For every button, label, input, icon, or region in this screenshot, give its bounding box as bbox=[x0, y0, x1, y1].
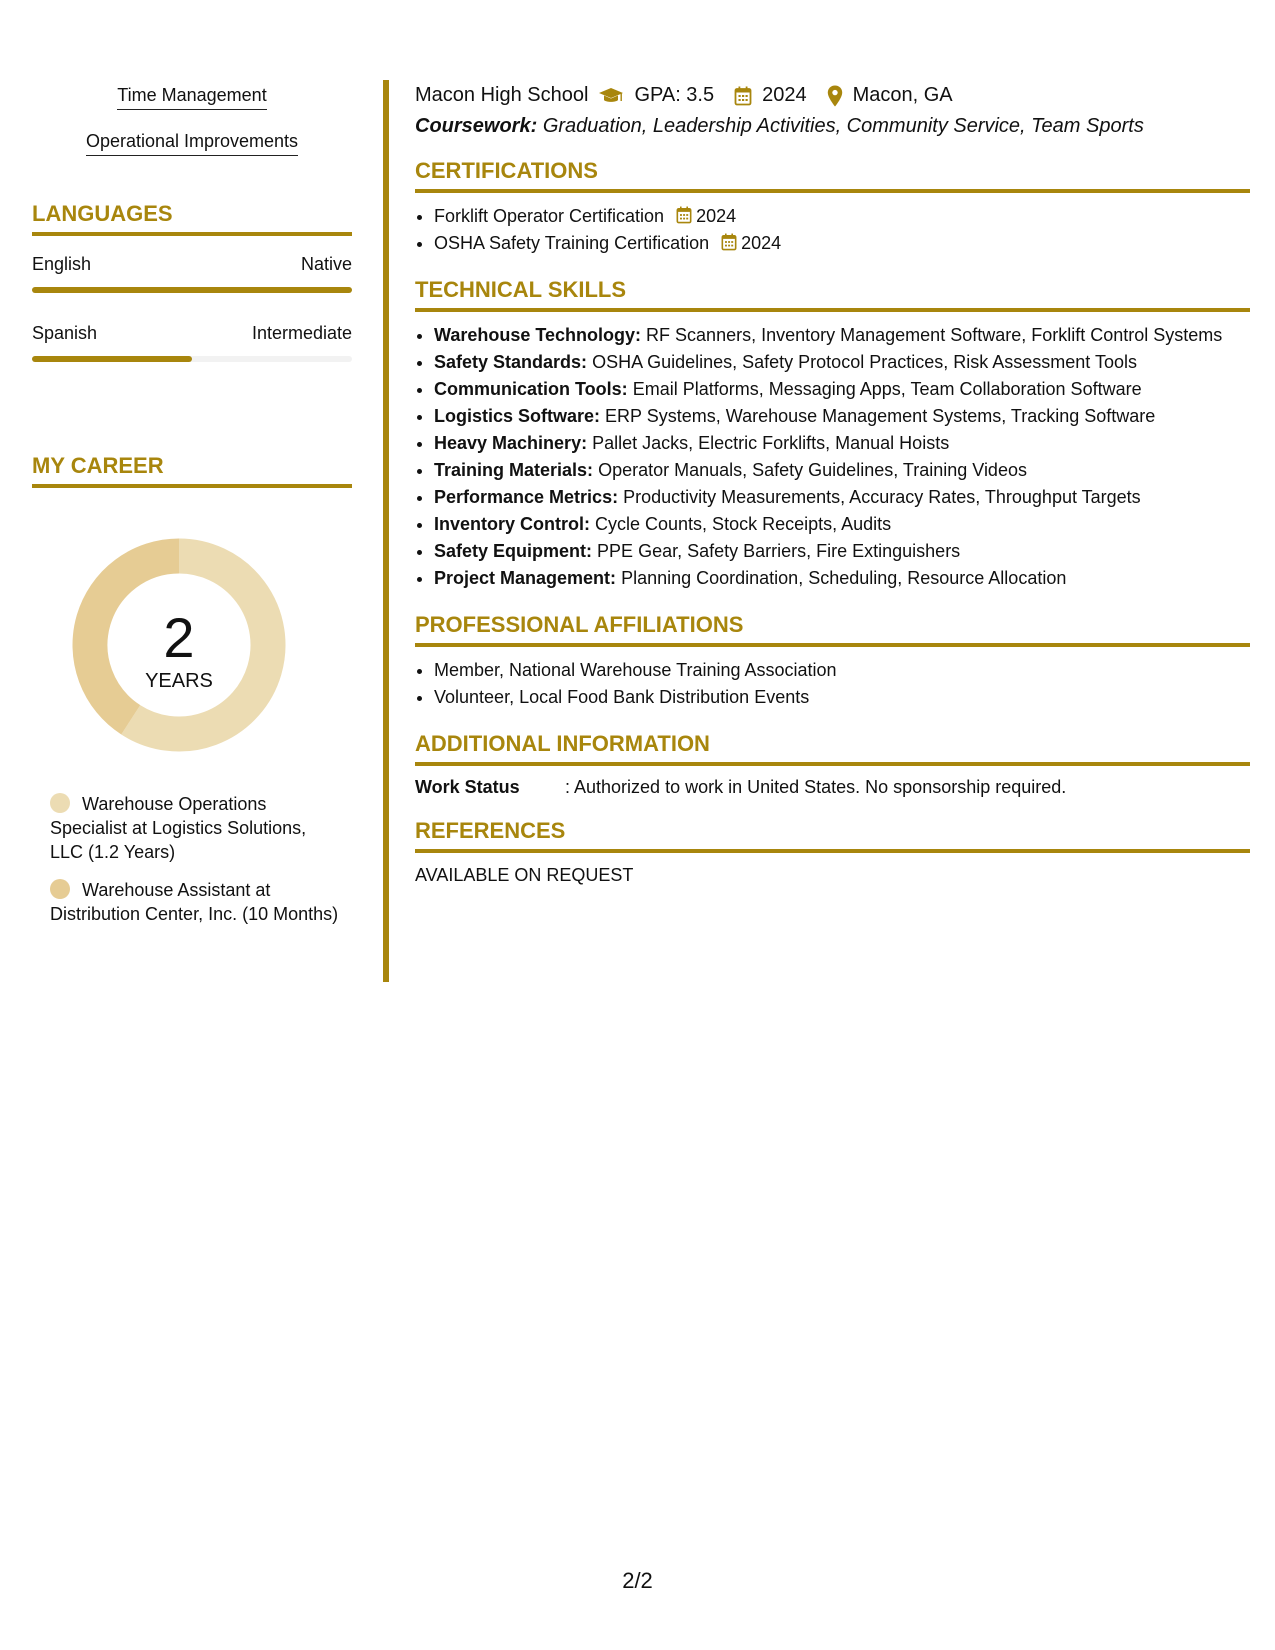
skill-text: Productivity Measurements, Accuracy Rates, Throughput Targets bbox=[623, 487, 1141, 507]
affiliations-section bbox=[415, 612, 1250, 711]
map-pin-icon bbox=[827, 85, 843, 107]
skill-item bbox=[434, 430, 1250, 457]
additional-info-section bbox=[415, 731, 1250, 798]
career-unit: YEARS bbox=[145, 670, 213, 692]
certification-year: 2024 bbox=[741, 233, 782, 253]
graduation-cap-icon bbox=[598, 87, 624, 105]
career-donut bbox=[66, 532, 292, 758]
school-name: Macon High School bbox=[415, 84, 589, 106]
skill-label: Inventory Control: bbox=[434, 514, 590, 534]
skill-text: Planning Coordination, Scheduling, Resource Allocation bbox=[621, 568, 1067, 588]
certification-item bbox=[434, 230, 1250, 257]
legend-dot bbox=[50, 793, 70, 813]
strength-item: Time Management bbox=[117, 85, 266, 110]
skill-label: Warehouse Technology: bbox=[434, 325, 642, 345]
technical-skills-section bbox=[415, 277, 1250, 592]
language-item bbox=[32, 323, 352, 362]
skill-label: Safety Equipment: bbox=[434, 541, 593, 561]
skill-text: ERP Systems, Warehouse Management Systems, Tracking Software bbox=[605, 406, 1156, 426]
left-column bbox=[32, 85, 352, 924]
skill-text: RF Scanners, Inventory Management Software, Forklift Control Systems bbox=[646, 325, 1223, 345]
legend-item bbox=[50, 792, 340, 864]
skill-label: Safety Standards: bbox=[434, 352, 588, 372]
skill-item bbox=[434, 484, 1250, 511]
affiliation-item: • Member, National Warehouse Training Association bbox=[434, 657, 1250, 684]
legend-dot bbox=[50, 879, 70, 899]
certification-name: OSHA Safety Training Certification bbox=[434, 233, 710, 253]
skill-item bbox=[434, 322, 1250, 349]
education-location: Macon, GA bbox=[852, 84, 953, 106]
technical-skills-title: TECHNICAL SKILLS bbox=[415, 277, 1250, 312]
skill-text: OSHA Guidelines, Safety Protocol Practices, Risk Assessment Tools bbox=[592, 352, 1137, 372]
work-status-label: Work Status bbox=[415, 777, 520, 797]
language-bar-fill bbox=[32, 356, 192, 362]
skill-label: Project Management: bbox=[434, 568, 617, 588]
right-column bbox=[415, 84, 1250, 886]
coursework bbox=[415, 115, 1250, 138]
skill-item bbox=[434, 538, 1250, 565]
education-entry bbox=[415, 84, 1250, 107]
skill-label: Logistics Software: bbox=[434, 406, 601, 426]
column-divider bbox=[383, 80, 389, 982]
career-legend bbox=[50, 792, 340, 926]
language-name: Spanish bbox=[32, 323, 98, 343]
education-year: 2024 bbox=[762, 84, 807, 106]
skill-item bbox=[434, 349, 1250, 376]
language-name: English bbox=[32, 254, 92, 274]
career-section bbox=[32, 453, 352, 940]
certification-name: Forklift Operator Certification bbox=[434, 206, 665, 226]
skill-item bbox=[434, 565, 1250, 592]
skill-item bbox=[434, 457, 1250, 484]
certification-item bbox=[434, 203, 1250, 230]
references-section bbox=[415, 818, 1250, 886]
skill-text: Pallet Jacks, Electric Forklifts, Manual Hoists bbox=[592, 433, 950, 453]
certifications-section bbox=[415, 158, 1250, 257]
skill-label: Communication Tools: bbox=[434, 379, 628, 399]
language-level: Native bbox=[300, 254, 352, 274]
references-title: REFERENCES bbox=[415, 818, 1250, 853]
career-total: 2 bbox=[163, 606, 195, 669]
legend-label: Warehouse Assistant at Distribution Center, Inc. (10 Months) bbox=[50, 880, 339, 924]
legend-item bbox=[50, 878, 340, 926]
language-bar-fill bbox=[32, 287, 352, 293]
skill-label: Performance Metrics: bbox=[434, 487, 619, 507]
language-bar bbox=[32, 356, 352, 362]
legend-label: Warehouse Operations Specialist at Logistics Solutions, LLC (1.2 Years) bbox=[50, 794, 307, 862]
career-title: MY CAREER bbox=[32, 453, 352, 488]
skill-label: Heavy Machinery: bbox=[434, 433, 588, 453]
skill-item bbox=[434, 376, 1250, 403]
gpa: GPA: 3.5 bbox=[634, 84, 715, 106]
skill-text: Cycle Counts, Stock Receipts, Audits bbox=[595, 514, 892, 534]
work-status-value: : Authorized to work in United States. No sponsorship required. bbox=[565, 777, 1067, 797]
language-bar bbox=[32, 287, 352, 293]
page-number: 2/2 bbox=[622, 1568, 653, 1593]
skill-item bbox=[434, 403, 1250, 430]
references-text: AVAILABLE ON REQUEST bbox=[415, 865, 634, 885]
strengths-list bbox=[32, 85, 352, 177]
certification-year: 2024 bbox=[696, 206, 737, 226]
coursework-label: Coursework: bbox=[415, 115, 538, 137]
calendar-icon bbox=[734, 86, 752, 106]
strength-item: Operational Improvements bbox=[86, 131, 298, 156]
languages-title: LANGUAGES bbox=[32, 201, 352, 236]
affiliation-item: • Volunteer, Local Food Bank Distribution Events bbox=[434, 684, 1250, 711]
coursework-text: Graduation, Leadership Activities, Community Service, Team Sports bbox=[542, 115, 1144, 137]
affiliations-title: PROFESSIONAL AFFILIATIONS bbox=[415, 612, 1250, 647]
skill-label: Training Materials: bbox=[434, 460, 594, 480]
skill-item bbox=[434, 511, 1250, 538]
additional-info-title: ADDITIONAL INFORMATION bbox=[415, 731, 1250, 766]
skill-text: PPE Gear, Safety Barriers, Fire Extinguishers bbox=[597, 541, 961, 561]
skill-text: Email Platforms, Messaging Apps, Team Collaboration Software bbox=[632, 379, 1142, 399]
calendar-icon bbox=[676, 206, 692, 224]
languages-section bbox=[32, 201, 352, 362]
calendar-icon bbox=[721, 233, 737, 251]
language-level: Intermediate bbox=[251, 323, 352, 343]
skill-text: Operator Manuals, Safety Guidelines, Training Videos bbox=[598, 460, 1027, 480]
language-item bbox=[32, 254, 352, 293]
certifications-title: CERTIFICATIONS bbox=[415, 158, 1250, 193]
